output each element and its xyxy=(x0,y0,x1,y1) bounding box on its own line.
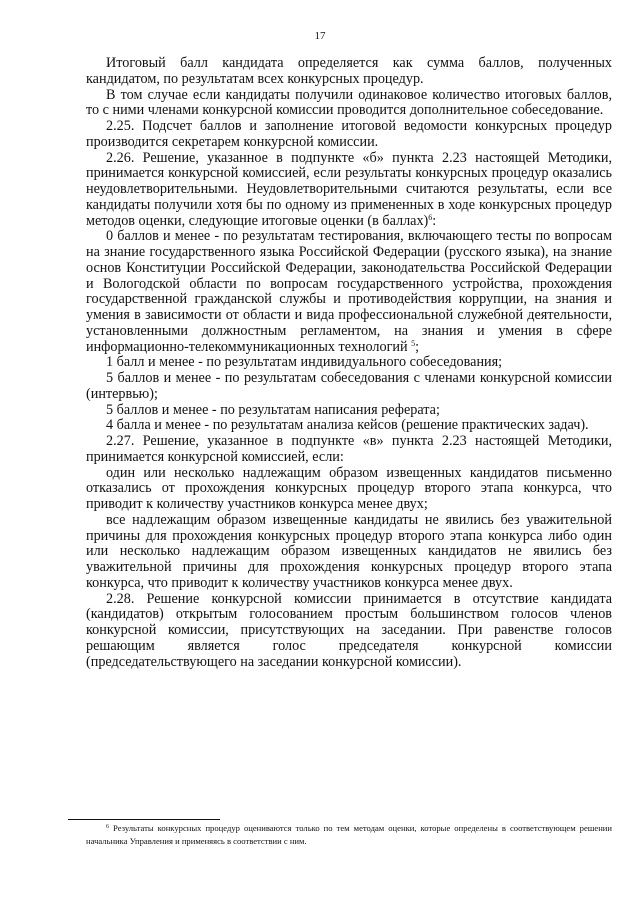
paragraph-2-28: 2.28. Решение конкурсной комиссии принимается в отсутствие кандидата (кандидатов) открытым голосованием простым большинством голосов членов конкурсной комиссии, присутствующих на заседании. При равенстве голосов решающим является голос председателя конкурсной комиссии (председательствующего на заседании конкурсной комиссии). xyxy=(86,590,612,670)
paragraph-essay-threshold: 5 баллов и менее - по результатам написания реферата; xyxy=(106,401,440,418)
paragraph-case-threshold: 4 балла и менее - по результатам анализа кейсов (решение практических задач). xyxy=(106,417,589,434)
paragraph-2-25: 2.25. Подсчет баллов и заполнение итоговой ведомости конкурсных процедур производится секретарем конкурсной комиссии. xyxy=(86,118,612,150)
paragraph-total-score: Итоговый балл кандидата определяется как сумма баллов, полученных кандидатом, по результатам всех конкурсных процедур. xyxy=(86,55,612,87)
footnote xyxy=(86,822,612,848)
footnote-mark: 6 xyxy=(106,824,109,830)
paragraph-2-26 xyxy=(86,151,612,230)
footnote-text: Результаты конкурсных процедур оцениваются только по тем методам оценки, которые определены в соответствующем решении начальника Управления и применяясь в соответствии с ним. xyxy=(86,823,612,846)
footnote-paragraph xyxy=(86,822,612,848)
paragraph-testing-text: 0 баллов и менее - по результатам тестирования, включающего тесты по вопросам на знание государственного языка Российской Федерации (русского языка), на знание основ Конституции Российской Федерации, законодательства Российской Федерации и Вологодской области по вопросам государственного устройства, прохождения государственной гражданской службы и противодействия коррупции, на знания и умения в зависимости от области и вида профессиональной служебной деятельности, установленными должностным регламентом, на знания и умения в сфере информационно-телекоммуникационных технологий xyxy=(86,228,612,355)
paragraph-2-27: 2.27. Решение, указанное в подпункте «в» пункта 2.23 настоящей Методики, принимается конкурсной комиссией, если: xyxy=(86,433,612,465)
paragraph-testing-tail: ; xyxy=(415,338,420,355)
paragraph-tie-break: В том случае если кандидаты получили одинаковое количество итоговых баллов, то с ними членами конкурсной комиссии проводится дополнительное собеседование. xyxy=(86,86,612,119)
paragraph-testing-threshold xyxy=(86,229,612,355)
paragraph-refusal-condition: один или несколько надлежащим образом извещенных кандидатов письменно отказались от прохождения конкурсных процедур второго этапа конкурса, что приводит к количеству участников конкурса менее двух; xyxy=(86,464,612,512)
document-body xyxy=(86,56,612,670)
paragraph-2-26-text: 2.26. Решение, указанное в подпункте «б» пункта 2.23 настоящей Методики, принимается конкурсной комиссией, если результаты конкурсных процедур оказались неудовлетворительными. Неудовлетворительными считаются результаты, если все кандидаты получили хотя бы по одному из примененных в ходе конкурсных процедур методов оценки, следующие итоговые оценки (в баллах) xyxy=(86,149,612,229)
paragraph-absence-condition: все надлежащим образом извещенные кандидаты не явились без уважительной причины для прохождения конкурсных процедур второго этапа конкурса либо один или несколько надлежащим образом извещенных кандидатов не явились без уважительной причины для прохождения конкурсных процедур второго этапа конкурса, что приводит к количеству участников конкурса менее двух. xyxy=(86,511,612,591)
footnote-divider xyxy=(68,819,220,820)
footnote-ref-6: 6 xyxy=(428,212,433,222)
paragraph-commission-interview-threshold: 5 баллов и менее - по результатам собеседования с членами конкурсной комиссии (интервью); xyxy=(86,370,612,402)
page-number: 17 xyxy=(314,30,326,42)
paragraph-interview-threshold: 1 балл и менее - по результатам индивидуального собеседования; xyxy=(106,354,503,371)
footnote-ref-5: 5 xyxy=(411,338,416,348)
paragraph-2-26-tail: : xyxy=(432,212,437,229)
